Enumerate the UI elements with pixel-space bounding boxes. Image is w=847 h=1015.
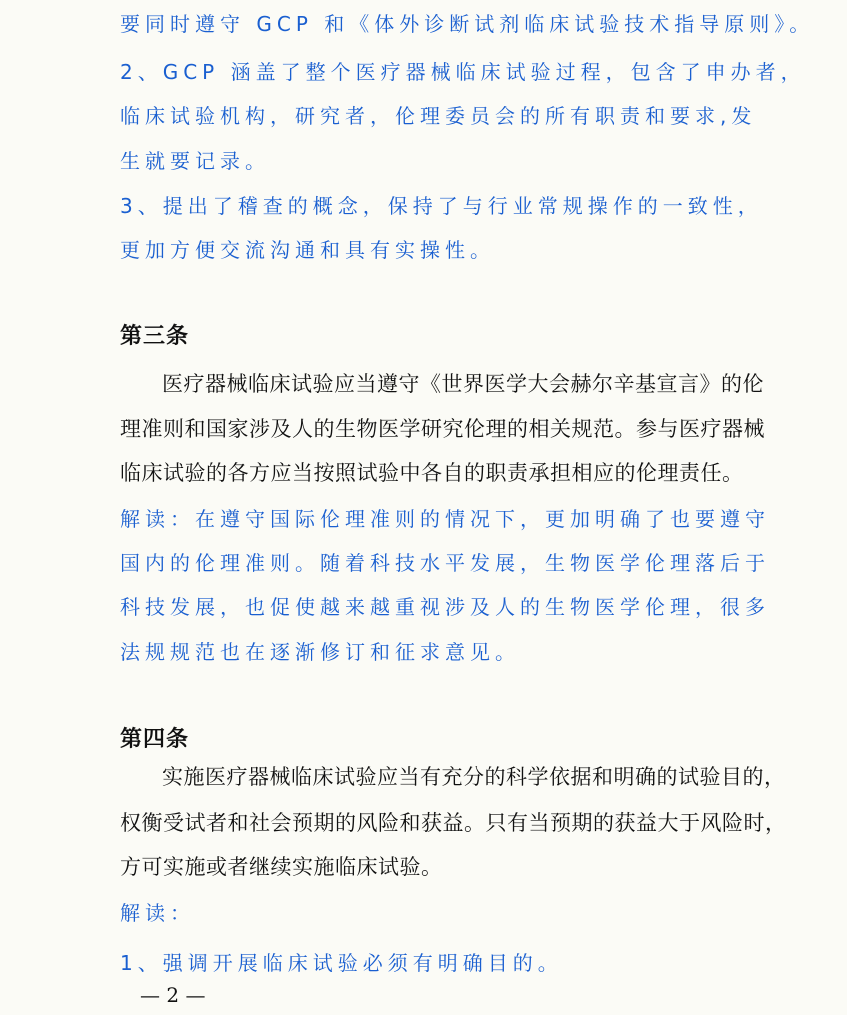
- article-3-commentary-line: 解读：在遵守国际伦理准则的情况下，更加明确了也要遵守: [120, 507, 770, 531]
- article-3-commentary-line: 国内的伦理准则。随着科技水平发展，生物医学伦理落后于: [120, 551, 770, 575]
- article-3-body-line: 理准则和国家涉及人的生物医学研究伦理的相关规范。参与医疗器械: [120, 417, 765, 441]
- annotation-line: 更加方便交流沟通和具有实操性。: [120, 238, 495, 262]
- page-number: — 2 —: [140, 983, 206, 1007]
- annotation-line: 生就要记录。: [120, 149, 270, 173]
- article-3-commentary-line: 科技发展，也促使越来越重视涉及人的生物医学伦理，很多: [120, 595, 770, 619]
- annotation-line: 临床试验机构，研究者，伦理委员会的所有职责和要求,发: [120, 104, 757, 128]
- annotation-line: 要同时遵守 GCP 和《体外诊断试剂临床试验技术指导原则》。: [120, 12, 815, 36]
- article-4-commentary-line: 解读：: [120, 901, 195, 925]
- article-4-body-line: 方可实施或者继续实施临床试验。: [120, 855, 443, 879]
- article-3-title: 第三条: [120, 324, 190, 349]
- annotation-line: 3、提出了稽查的概念，保持了与行业常规操作的一致性，: [120, 194, 763, 218]
- annotation-line: 2、GCP 涵盖了整个医疗器械临床试验过程，包含了申办者，: [120, 60, 806, 84]
- article-4-title: 第四条: [120, 727, 190, 752]
- article-4-commentary-line: 1、强调开展临床试验必须有明确目的。: [120, 951, 563, 975]
- article-4-body-line: 权衡受试者和社会预期的风险和获益。只有当预期的获益大于风险时，: [120, 811, 787, 835]
- article-4-body-line: 实施医疗器械临床试验应当有充分的科学依据和明确的试验目的，: [162, 765, 786, 789]
- article-3-body-line: 临床试验的各方应当按照试验中各自的职责承担相应的伦理责任。: [120, 461, 744, 485]
- article-3-commentary-line: 法规规范也在逐渐修订和征求意见。: [120, 640, 520, 664]
- article-3-body-line: 医疗器械临床试验应当遵守《世界医学大会赫尔辛基宣言》的伦: [162, 372, 764, 396]
